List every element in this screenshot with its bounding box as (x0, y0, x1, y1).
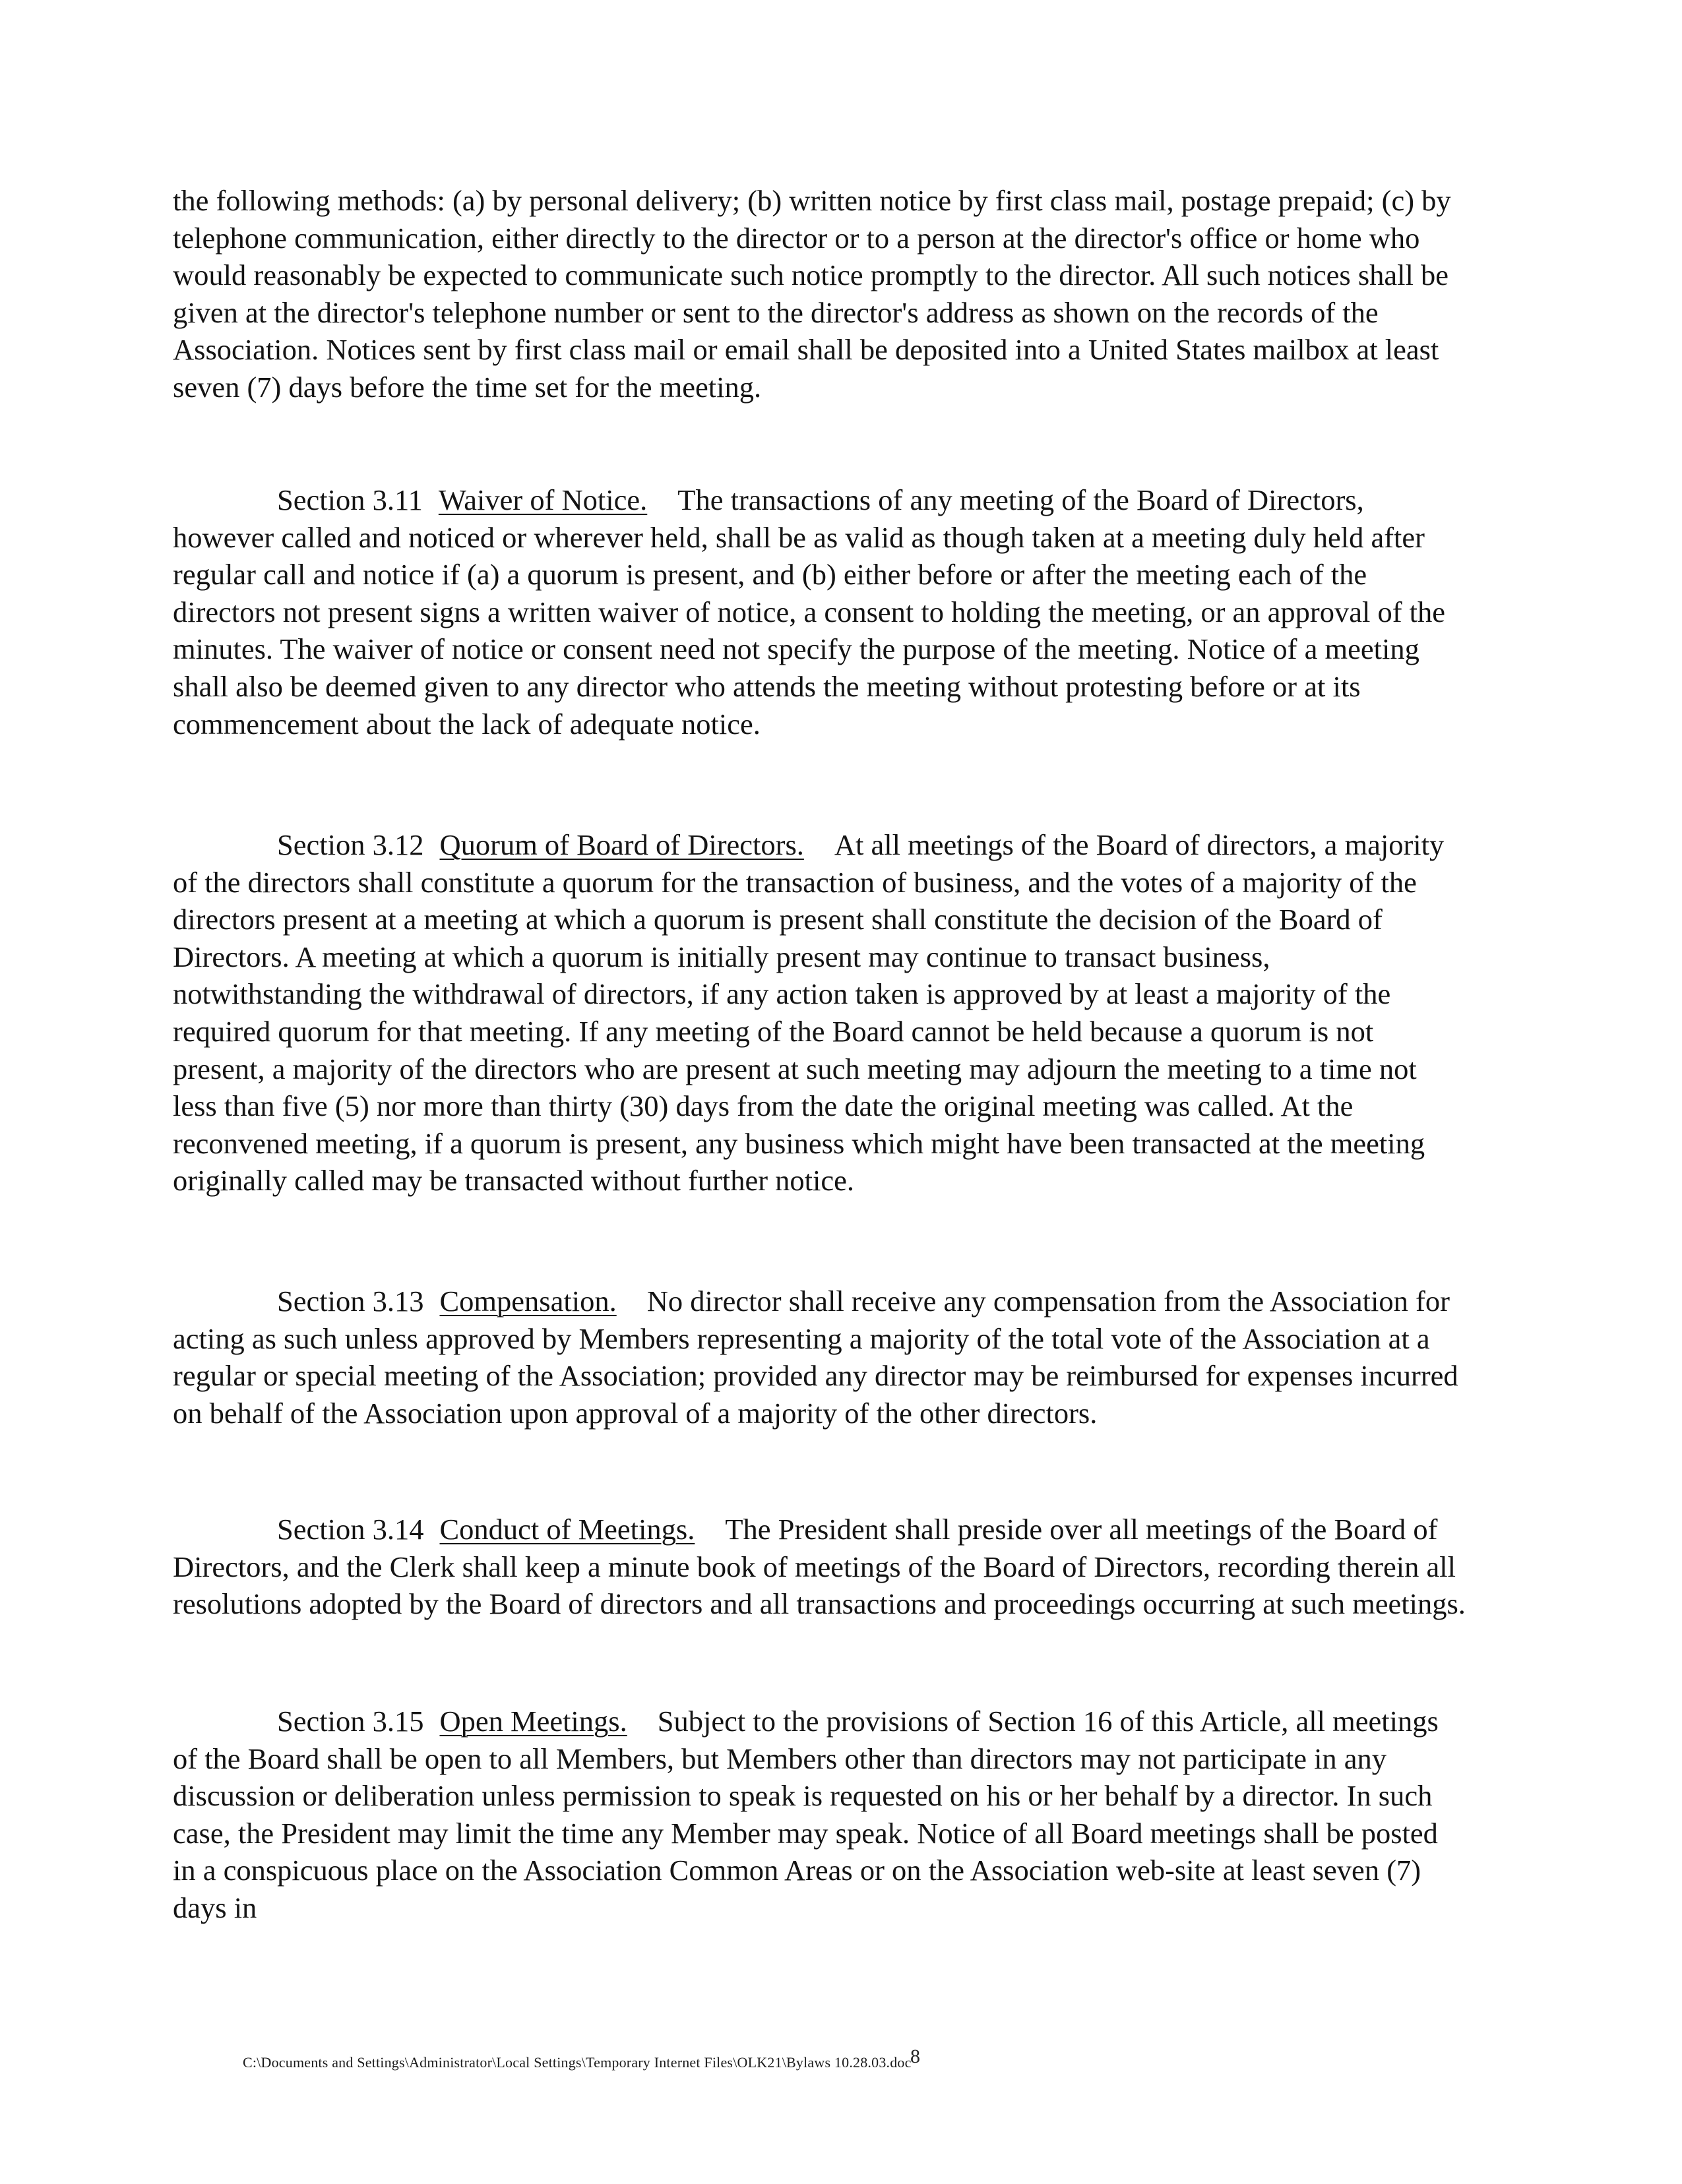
section-body: No director shall receive any compensation from the Association for acting as such unless approved by Members representing a majority of the total vote of the Association at a regular or special meeting of the Association; provided any director may be reimbursed for expenses incurred on behalf of the Association upon approval of a majority of the other directors. (173, 1285, 1458, 1430)
section-3-13 (173, 1283, 1466, 1432)
intro-text: the following methods: (a) by personal delivery; (b) written notice by first class mail, postage prepaid; (c) by telephone communication, either directly to the director or to a person at the director's office or home who would reasonably be expected to communicate such notice promptly to the director. All such notices shall be given at the director's telephone number or sent to the director's address as shown on the records of the Association. Notices sent by first class mail or email shall be deposited into a United States mailbox at least seven (7) days before the time set for the meeting. (173, 184, 1451, 404)
section-title: Open Meetings. (439, 1705, 627, 1738)
footer-file-path: C:\Documents and Settings\Administrator\Local Settings\Temporary Internet Files\OLK21\Bylaws 10.28.03.doc (243, 2054, 912, 2071)
section-number: Section 3.15 (277, 1705, 424, 1738)
page-number: 8 (910, 2046, 920, 2067)
section-number: Section 3.13 (277, 1285, 424, 1318)
section-number: Section 3.12 (277, 828, 424, 861)
section-title: Conduct of Meetings. (439, 1513, 695, 1546)
section-number: Section 3.11 (277, 483, 423, 516)
section-title: Waiver of Notice. (438, 483, 648, 516)
section-body: The President shall preside over all meetings of the Board of Directors, and the Clerk shall keep a minute book of meetings of the Board of Directors, recording therein all resolutions adopted by the Board of directors and all transactions and proceedings occurring at such meetings. (173, 1513, 1466, 1621)
section-title: Compensation. (439, 1285, 617, 1318)
intro-paragraph (173, 182, 1466, 406)
section-body: At all meetings of the Board of directors, a majority of the directors shall constitute a quorum for the transaction of business, and the votes of a majority of the directors present at a meeting at which a quorum is present shall constitute the decision of the Board of Directors. A meeting at which a quorum is initially present may continue to transact business, notwithstanding the withdrawal of directors, if any action taken is approved by at least a majority of the required quorum for that meeting. If any meeting of the Board cannot be held because a quorum is not present, a majority of the directors who are present at such meeting may adjourn the meeting to a time not less than five (5) nor more than thirty (30) days from the date the original meeting was called. At the reconvened meeting, if a quorum is present, any business which might have been transacted at the meeting originally called may be transacted without further notice. (173, 828, 1445, 1198)
section-3-12 (173, 826, 1466, 1199)
section-number: Section 3.14 (277, 1513, 424, 1546)
section-title: Quorum of Board of Directors. (439, 828, 804, 861)
section-body: The transactions of any meeting of the Board of Directors, however called and noticed or wherever held, shall be as valid as though taken at a meeting duly held after regular call and notice if (a) a quorum is present, and (b) either before or after the meeting each of the directors not present signs a written waiver of notice, a consent to holding the meeting, or an approval of the minutes. The waiver of notice or consent need not specify the purpose of the meeting. Notice of a meeting shall also be deemed given to any director who attends the meeting without protesting before or at its commencement about the lack of adequate notice. (173, 483, 1446, 741)
section-3-15 (173, 1703, 1466, 1927)
section-body: Subject to the provisions of Section 16 of this Article, all meetings of the Board shall be open to all Members, but Members other than directors may not participate in any discussion or deliberation unless permission to speak is requested on his or her behalf by a director. In such case, the President may limit the time any Member may speak. Notice of all Board meetings shall be posted in a conspicuous place on the Association Common Areas or on the Association web-site at least seven (7) days in (173, 1705, 1439, 1924)
section-3-11 (173, 481, 1466, 743)
section-3-14 (173, 1511, 1466, 1623)
